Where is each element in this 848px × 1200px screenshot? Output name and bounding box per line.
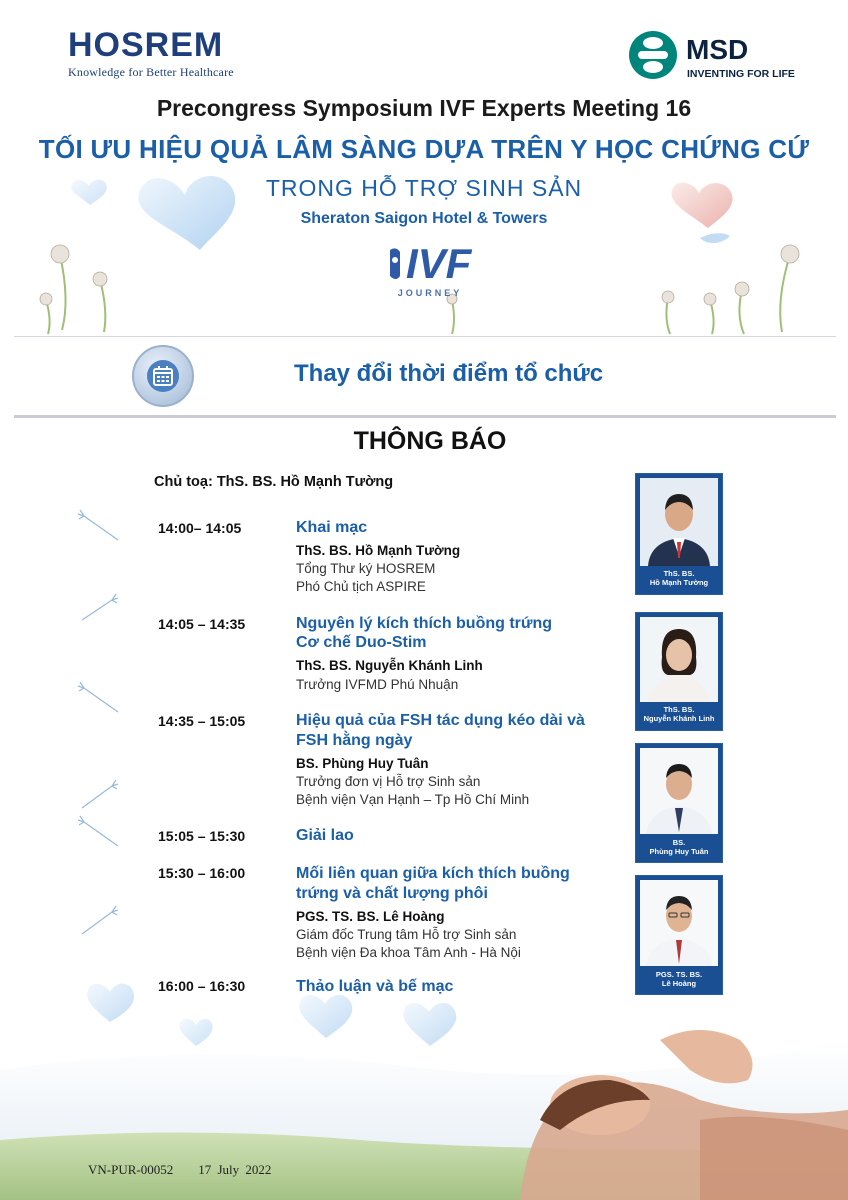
- agenda-speaker: ThS. BS. Nguyễn Khánh Linh: [296, 658, 483, 673]
- sub-title: TRONG HỖ TRỢ SINH SẢN: [265, 175, 583, 201]
- agenda-speaker-role: Bệnh viện Đa khoa Tâm Anh - Hà Nội: [296, 945, 521, 960]
- speaker-photo-title: ThS. BS.: [663, 705, 695, 714]
- speaker-photo-card: [635, 743, 723, 863]
- calendar-icon: [132, 345, 194, 407]
- agenda-time: 14:00– 14:05: [158, 520, 242, 536]
- document-code-id: VN-PUR-00052: [88, 1162, 174, 1177]
- msd-tagline: INVENTING FOR LIFE: [687, 68, 795, 80]
- agenda-speaker: PGS. TS. BS. Lê Hoàng: [296, 909, 445, 924]
- agenda-topic: FSH hằng ngày: [296, 732, 413, 749]
- speaker-photo-name: Phùng Huy Tuân: [649, 847, 709, 856]
- ivf-hand-icon: [384, 246, 406, 286]
- symposium-title: Precongress Symposium IVF Experts Meeting 16: [156, 95, 692, 121]
- agenda-time: 14:35 – 15:05: [158, 713, 246, 729]
- agenda-topic: Khai mạc: [296, 519, 368, 536]
- journey-logo-text: JOURNEY: [397, 288, 463, 298]
- agenda-topic: Giải lao: [296, 827, 354, 844]
- speaker-photo: [640, 478, 718, 566]
- document-code: [88, 1162, 271, 1178]
- heart-decoration: [403, 1003, 456, 1046]
- ivf-journey-logo: [384, 242, 474, 302]
- agenda-topic: Thảo luận và bế mạc: [296, 978, 454, 995]
- heart-decoration: [87, 984, 134, 1022]
- agenda-time: 15:05 – 15:30: [158, 828, 246, 844]
- agenda-speaker: BS. Phùng Huy Tuân: [296, 756, 429, 771]
- notice-heading: THÔNG BÁO: [353, 427, 507, 455]
- agenda-topic: Mối liên quan giữa kích thích buồng: [296, 865, 570, 882]
- speaker-photo: [640, 748, 718, 834]
- agenda-speaker-role: Phó Chủ tịch ASPIRE: [296, 579, 426, 594]
- venue: Sheraton Saigon Hotel & Towers: [300, 210, 548, 227]
- msd-logo: [628, 26, 798, 86]
- hosrem-tagline: Knowledge for Better Healthcare: [68, 65, 234, 79]
- hosrem-logo: [68, 28, 234, 80]
- agenda-topic: trứng và chất lượng phôi: [296, 885, 488, 902]
- msd-wordmark: MSD: [686, 34, 749, 65]
- speaker-photo-title: PGS. TS. BS.: [655, 970, 703, 979]
- agenda-topic: Nguyên lý kích thích buồng trứng: [296, 615, 553, 632]
- speaker-photo-name: Nguyễn Khánh Linh: [643, 714, 715, 723]
- agenda-topic: Cơ chế Duo-Stim: [296, 634, 427, 651]
- hosrem-wordmark: HOSREM: [68, 26, 224, 64]
- agenda-speaker-role: Bệnh viện Vạn Hạnh – Tp Hồ Chí Minh: [296, 792, 530, 807]
- msd-emblem-icon: [628, 30, 678, 80]
- agenda-speaker-role: Trưởng đơn vị Hỗ trợ Sinh sản: [296, 774, 481, 789]
- speaker-photo: [640, 880, 718, 966]
- agenda-speaker-role: Tổng Thư ký HOSREM: [296, 561, 436, 576]
- agenda-time: 16:00 – 16:30: [158, 978, 246, 994]
- chairperson-line: Chủ toạ: ThS. BS. Hồ Mạnh Tường: [154, 474, 394, 490]
- speaker-photo-name: Hồ Mạnh Tường: [649, 578, 709, 587]
- agenda-time: 15:30 – 16:00: [158, 865, 246, 881]
- agenda-topic: Hiệu quả của FSH tác dụng kéo dài và: [296, 712, 585, 729]
- speaker-photo-name: Lê Hoàng: [661, 979, 697, 988]
- heart-decoration: [179, 1019, 212, 1046]
- agenda-time: 14:05 – 14:35: [158, 616, 246, 632]
- agenda-speaker-role: Giám đốc Trung tâm Hỗ trợ Sinh sản: [296, 927, 517, 942]
- speaker-photo-card: [635, 875, 723, 995]
- agenda-speaker-role: Trưởng IVFMD Phú Nhuận: [296, 677, 459, 692]
- speaker-photo: [640, 617, 718, 702]
- speaker-photo-title: ThS. BS.: [663, 569, 695, 578]
- heart-decoration: [299, 995, 352, 1038]
- ivf-logo-text: IVF: [406, 240, 472, 287]
- speaker-photo-card: [635, 612, 723, 731]
- agenda-speaker: ThS. BS. Hồ Mạnh Tường: [296, 543, 461, 558]
- document-date: 17 July 2022: [198, 1162, 272, 1177]
- speaker-photo-card: [635, 473, 723, 595]
- banner-title: Thay đổi thời điểm tổ chức: [294, 360, 604, 387]
- speaker-photo-title: BS.: [672, 838, 686, 847]
- main-title: TỐI ƯU HIỆU QUẢ LÂM SÀNG DỰA TRÊN Y HỌC CHỨNG CỨ: [38, 134, 810, 164]
